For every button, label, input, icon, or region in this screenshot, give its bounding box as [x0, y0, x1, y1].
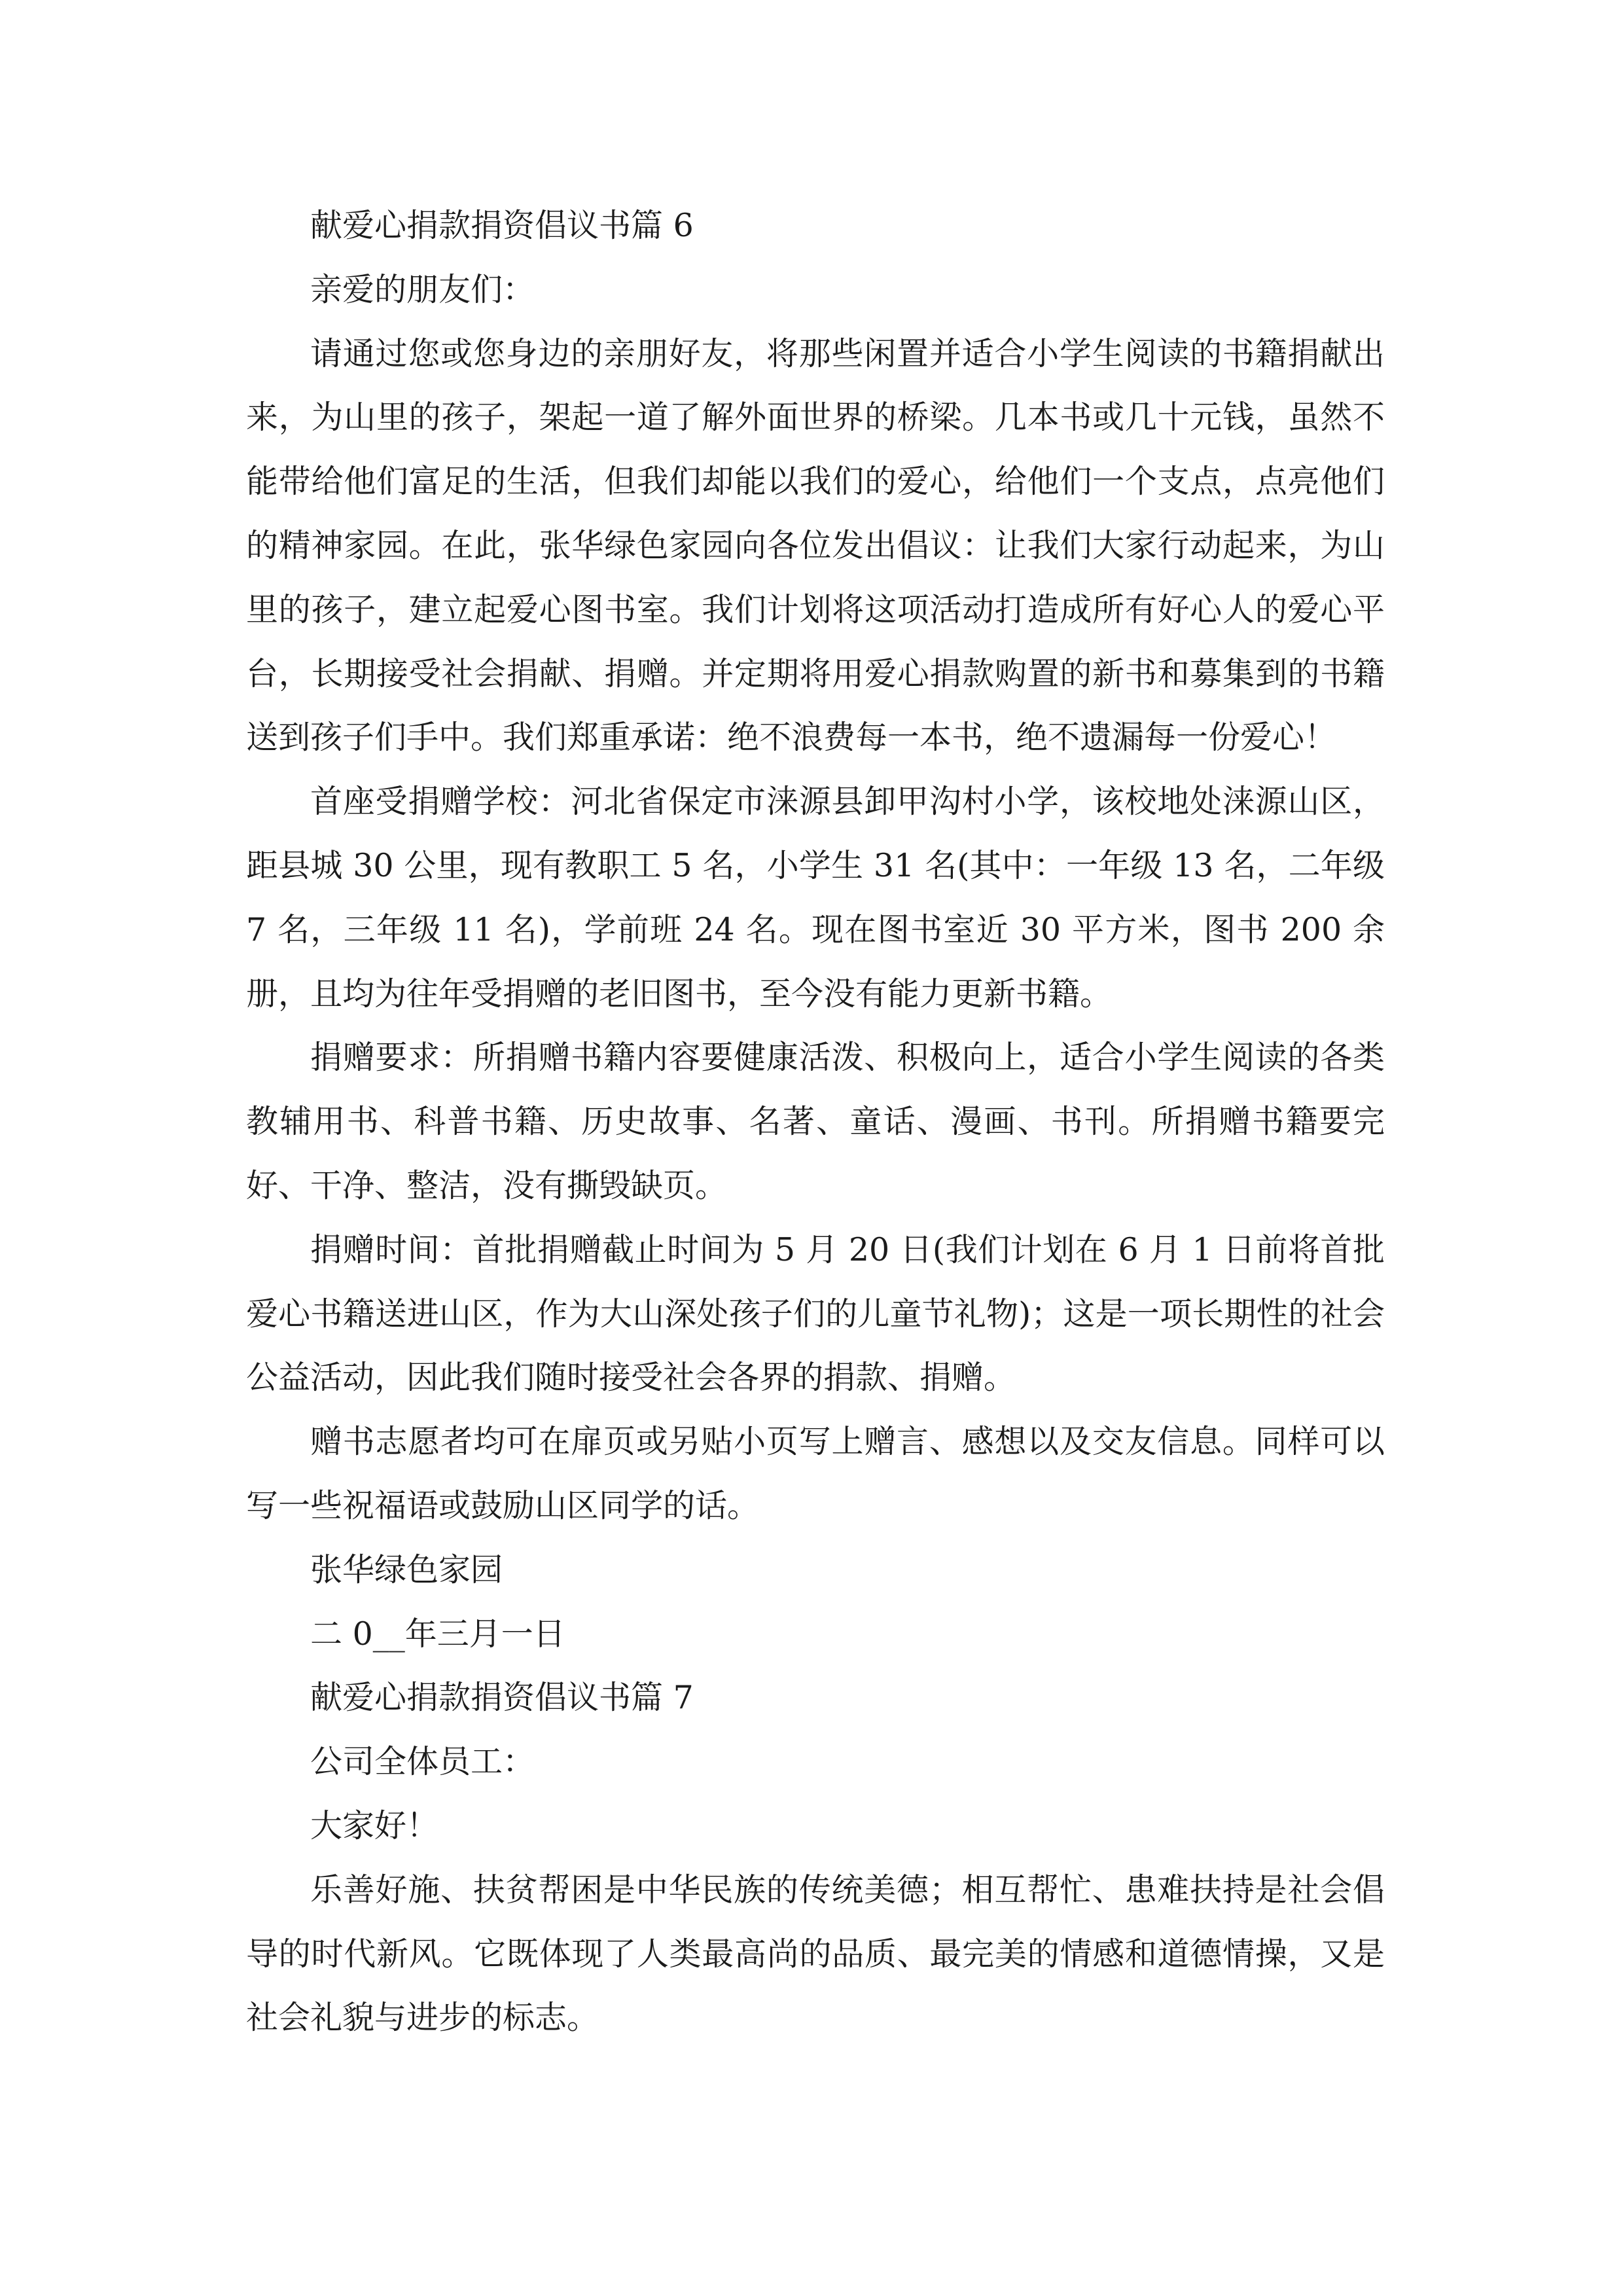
body-paragraph: 首座受捐赠学校：河北省保定市涞源县卸甲沟村小学，该校地处涞源山区，距县城 30 公里，现有教职工 5 名，小学生 31 名(其中：一年级 13 名，二年级 7 名，三年级 11 名)，学前班 24 名。现在图书室近 30 平方米，图书 200 余册，且均为往年受捐赠的老旧图书，至今没有能力更新书籍。 [246, 783, 1385, 1013]
body-paragraph: 乐善好施、扶贫帮困是中华民族的传统美德；相互帮忙、患难扶持是社会倡导的时代新风。它既体现了人类最高尚的品质、最完美的情感和道德情操，又是社会礼貌与进步的标志。 [246, 1871, 1385, 2037]
body-paragraph: 捐赠要求：所捐赠书籍内容要健康活泼、积极向上，适合小学生阅读的各类教辅用书、科普书籍、历史故事、名著、童话、漫画、书刊。所捐赠书籍要完好、干净、整洁，没有撕毁缺页。 [246, 1039, 1385, 1204]
section-title-6: 献爱心捐款捐资倡议书篇 6 [310, 207, 694, 244]
signature: 张华绿色家园 [310, 1551, 503, 1588]
body-paragraph: 捐赠时间：首批捐赠截止时间为 5 月 20 日(我们计划在 6 月 1 日前将首批爱心书籍送进山区，作为大山深处孩子们的儿童节礼物)；这是一项长期性的社会公益活动，因此我们随时接受社会各界的捐款、捐赠。 [246, 1230, 1385, 1397]
date-line: 二 0__年三月一日 [310, 1615, 565, 1653]
salutation: 亲爱的朋友们： [310, 270, 535, 308]
section-title-7: 献爱心捐款捐资倡议书篇 7 [310, 1679, 694, 1717]
salutation: 公司全体员工： [310, 1743, 535, 1781]
document-body [246, 194, 1385, 2050]
body-paragraph: 赠书志愿者均可在扉页或另贴小页写上赠言、感想以及交友信息。同样可以写一些祝福语或鼓励山区同学的话。 [246, 1423, 1385, 1524]
body-paragraph: 请通过您或您身边的亲朋好友，将那些闲置并适合小学生阅读的书籍捐献出来，为山里的孩子，架起一道了解外面世界的桥梁。几本书或几十元钱，虽然不能带给他们富足的生活，但我们却能以我们的爱心，给他们一个支点，点亮他们的精神家园。在此，张华绿色家园向各位发出倡议：让我们大家行动起来，为山里的孩子，建立起爱心图书室。我们计划将这项活动打造成所有好心人的爱心平台，长期接受社会捐献、捐赠。并定期将用爱心捐款购置的新书和募集到的书籍送到孩子们手中。我们郑重承诺：绝不浪费每一本书，绝不遗漏每一份爱心！ [246, 334, 1385, 757]
greeting: 大家好！ [310, 1806, 439, 1844]
